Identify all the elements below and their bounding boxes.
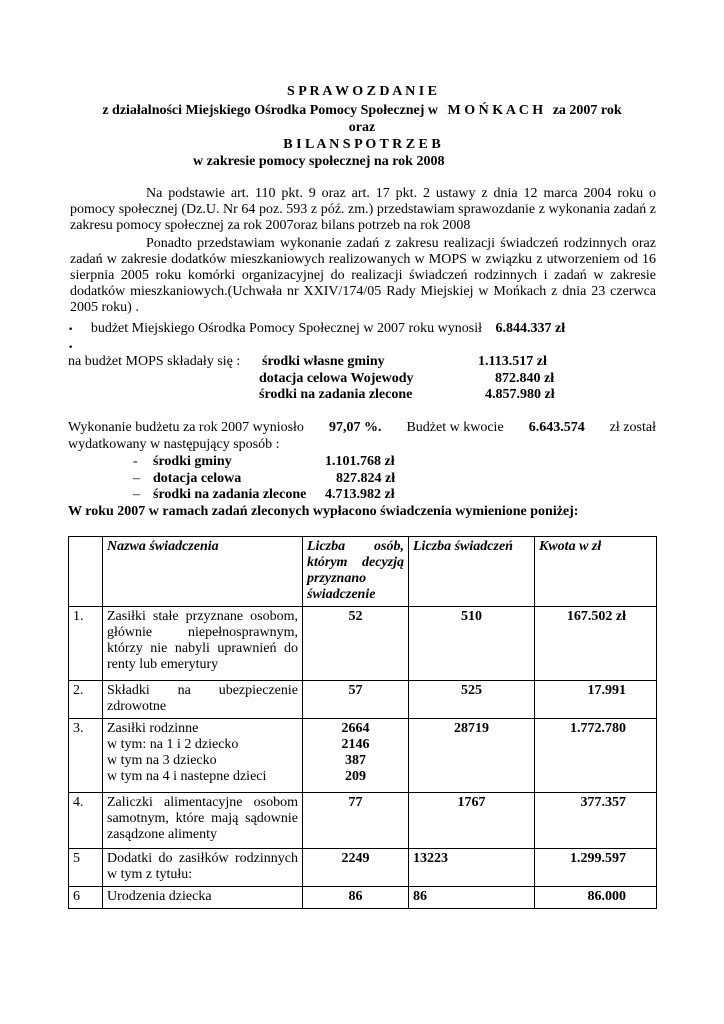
row-persons: 77 xyxy=(303,793,409,849)
paragraph-family-benefits: Ponadto przedstawiam wykonanie zadań z zakresu realizacji świadczeń rodzinnych oraz zadań w zakresie dodatków mieszkaniowych realizowanych w MOPS w związku z utworzeniem od 16 sierpnia 2005 roku komórki organizacyjnej do realizacji świadczeń rodzinnych i zadań w zakresie dodatków mieszkaniowych.(Uchwała nr XXIV/174/05 Rady Miejskiej w Mońkach z dnia 23 czerwca 2005 roku) . xyxy=(70,236,656,315)
spending-value: 827.824 zł xyxy=(336,471,396,486)
row-persons: 2249 xyxy=(303,849,409,887)
row-amount: 17.991 xyxy=(535,681,657,719)
execution-text: Wykonanie budżetu za rok 2007 wyniosło xyxy=(68,420,304,435)
benefits-table xyxy=(68,536,657,909)
row-persons: 86 xyxy=(303,887,409,909)
budget-component-label: środki na zadania zlecone xyxy=(259,387,413,402)
spending-dash: – xyxy=(133,471,140,486)
row-number: 6 xyxy=(69,887,103,909)
row-benefits: 510 xyxy=(409,607,535,681)
row-benefits: 1767 xyxy=(409,793,535,849)
table-intro: W roku 2007 w ramach zadań zleconych wypłacono świadczenia wymienione poniżej: xyxy=(68,504,579,519)
subtitle-city: M O Ń K A C H xyxy=(447,103,544,118)
row-name: Zasiłki stałe przyznane osobom, głównie niepełnosprawnym, którzy nie nabyli uprawnień do renty lub emerytury xyxy=(103,607,303,681)
report-title: S P R A W O Z D A N I E xyxy=(286,84,438,99)
row-benefits: 86 xyxy=(409,887,535,909)
spending-value: 1.101.768 zł xyxy=(325,454,395,469)
row-amount: 86.000 xyxy=(535,887,657,909)
spending-label: środki gminy xyxy=(153,454,232,469)
table-row xyxy=(69,681,657,719)
spending-dash: - xyxy=(133,454,138,469)
row-persons xyxy=(303,719,409,793)
table-row xyxy=(69,887,657,909)
balance-subtitle: w zakresie pomocy społecznej na rok 2008 xyxy=(193,154,445,169)
row-amount: 377.357 xyxy=(535,793,657,849)
budget-component-label: środki własne gminy xyxy=(262,354,385,369)
execution-text2: Budżet w kwocie xyxy=(406,420,504,435)
spending-label: dotacja celowa xyxy=(153,471,242,486)
row-number: 4. xyxy=(69,793,103,849)
row-name: Zaliczki alimentacyjne osobom samotnym, które mają sądownie zasądzone alimenty xyxy=(103,793,303,849)
header-persons: Liczba osób, którym decyzją przyznano świadczenie xyxy=(303,537,409,607)
header-benefits: Liczba świadczeń xyxy=(409,537,535,607)
budget-component-value: 1.113.517 zł xyxy=(478,354,547,369)
table-header-row xyxy=(69,537,657,607)
row-name-line: w tym na 3 dziecko xyxy=(107,753,217,768)
row-benefits: 525 xyxy=(409,681,535,719)
row-number: 3. xyxy=(69,719,103,793)
report-subtitle xyxy=(0,103,724,119)
header-name: Nazwa świadczenia xyxy=(103,537,303,607)
budget-component-value: 4.857.980 zł xyxy=(485,387,555,402)
budget-total: 6.844.337 zł xyxy=(495,321,566,336)
row-persons-line: 387 xyxy=(345,753,366,768)
row-name xyxy=(103,719,303,793)
execution-amount: 6.643.574 xyxy=(528,420,585,435)
row-persons-line: 209 xyxy=(345,769,366,784)
table-row xyxy=(69,607,657,681)
execution-line2: wydatkowany w następujący sposób : xyxy=(68,437,280,452)
row-name: Urodzenia dziecka xyxy=(103,887,303,909)
row-number: 2. xyxy=(69,681,103,719)
table-row xyxy=(69,719,657,793)
budget-component-value: 872.840 zł xyxy=(495,371,555,386)
row-benefits: 13223 xyxy=(409,849,535,887)
row-name-line: w tym na 4 i nastepne dzieci xyxy=(107,769,267,784)
row-amount: 1.299.597 xyxy=(535,849,657,887)
execution-text3: zł został xyxy=(609,420,656,435)
subtitle-post: za 2007 rok xyxy=(552,103,622,118)
row-amount: 167.502 zł xyxy=(535,607,657,681)
execution-percent: 97,07 %. xyxy=(328,420,382,435)
row-name: Składki na ubezpieczenie zdrowotne xyxy=(103,681,303,719)
table-row xyxy=(69,849,657,887)
row-persons: 52 xyxy=(303,607,409,681)
subtitle-pre: z działalności Miejskiego Ośrodka Pomocy Społecznej w xyxy=(102,103,439,118)
row-persons: 57 xyxy=(303,681,409,719)
header-amount: Kwota w zł xyxy=(535,537,657,607)
spending-value: 4.713.982 zł xyxy=(325,487,395,502)
row-persons-line: 2664 xyxy=(341,721,370,736)
header-num xyxy=(69,537,103,607)
row-name: Dodatki do zasiłków rodzinnych w tym z tytułu: xyxy=(103,849,303,887)
table-row xyxy=(69,793,657,849)
budget-bullet xyxy=(68,321,565,338)
budget-bullet-text: budżet Miejskiego Ośrodka Pomocy Społecznej w 2007 roku wynosił xyxy=(90,321,482,336)
budget-component-label: dotacja celowa Wojewody xyxy=(259,371,414,386)
bullet-icon: • xyxy=(68,325,74,335)
row-number: 5 xyxy=(69,849,103,887)
paragraph-legal-basis: Na podstawie art. 110 pkt. 9 oraz art. 17 pkt. 2 ustawy z dnia 12 marca 2004 roku o pomocy społecznej (Dz.U. Nr 64 poz. 593 z póź. zm.) przedstawiam sprawozdanie z wykonania zadań z zakresu pomocy społecznej za rok 2007oraz bilans potrzeb na rok 2008 xyxy=(70,186,656,233)
subtitle-conj: oraz xyxy=(348,120,376,135)
balance-title: B I L A N S P O T R Z E B xyxy=(283,137,441,152)
spending-label: środki na zadania zlecone xyxy=(153,487,307,502)
row-benefits: 28719 xyxy=(409,719,535,793)
row-amount: 1.772.780 xyxy=(535,719,657,793)
execution-line xyxy=(68,420,656,436)
budget-composition-label: na budżet MOPS składały się : xyxy=(68,354,241,369)
row-number: 1. xyxy=(69,607,103,681)
spending-dash: – xyxy=(133,487,140,502)
row-persons-line: 2146 xyxy=(341,737,370,752)
row-name-line: w tym: na 1 i 2 dziecko xyxy=(107,737,239,752)
row-name-line: Zasiłki rodzinne xyxy=(107,721,199,736)
bullet-icon: • xyxy=(68,343,74,353)
